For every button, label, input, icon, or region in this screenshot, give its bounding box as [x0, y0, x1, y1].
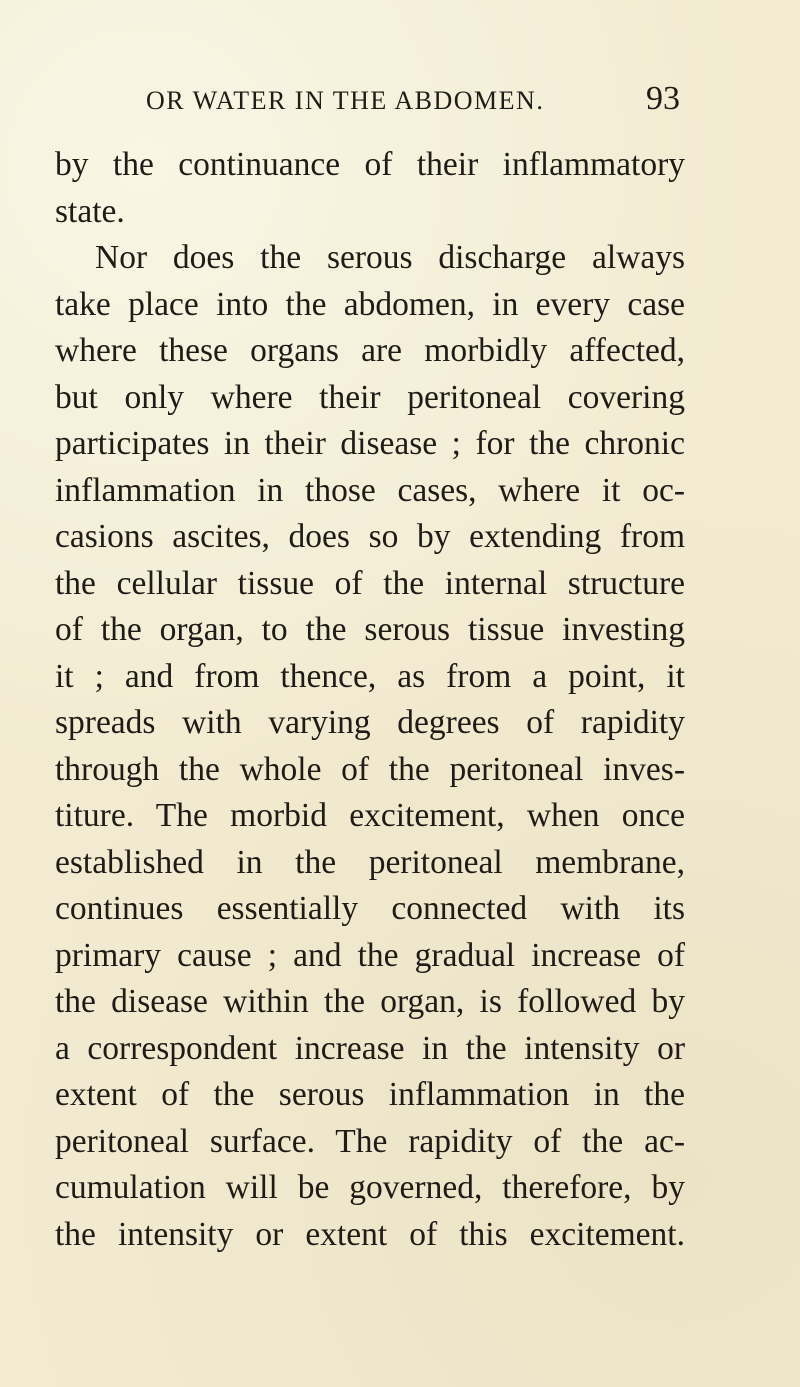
text-line: extent of the serous inflammation in the: [55, 1076, 685, 1113]
text-line: a correspondent increase in the intensity or: [55, 1029, 685, 1067]
text-line: casions ascites, does so by extending from: [55, 518, 685, 555]
text-line: take place into the abdomen, in every case: [55, 285, 685, 323]
page-header: [146, 80, 680, 126]
text-line: the cellular tissue of the internal structure: [55, 564, 685, 602]
text-line: state.: [55, 192, 125, 230]
page-number: 93: [646, 80, 680, 117]
text-line: peritoneal surface. The rapidity of the ac-: [55, 1122, 685, 1160]
body-text: [55, 142, 685, 1258]
text-line: it ; and from thence, as from a point, it: [55, 657, 685, 695]
text-line: continues essentially connected with its: [55, 890, 685, 927]
text-line: cumulation will be governed, therefore, by: [55, 1169, 685, 1206]
text-line: the intensity or extent of this excitement.: [55, 1215, 685, 1253]
text-line: spreads with varying degrees of rapidity: [55, 704, 685, 741]
text-line: where these organs are morbidly affected,: [55, 332, 685, 369]
text-line: participates in their disease ; for the chronic: [55, 425, 685, 462]
text-line: but only where their peritoneal covering: [55, 378, 685, 416]
text-line: the disease within the organ, is followed by: [55, 983, 685, 1020]
text-line: through the whole of the peritoneal inves-: [55, 750, 685, 788]
text-line: of the organ, to the serous tissue investing: [55, 611, 685, 648]
text-line: by the continuance of their inflammatory: [55, 146, 685, 183]
text-line: Nor does the serous discharge always: [95, 239, 685, 276]
text-line: inflammation in those cases, where it oc-: [55, 471, 685, 509]
text-line: primary cause ; and the gradual increase of: [55, 936, 685, 974]
text-line: established in the peritoneal membrane,: [55, 843, 685, 881]
text-line: titure. The morbid excitement, when once: [55, 797, 685, 834]
running-head: OR WATER IN THE ABDOMEN.: [146, 86, 545, 115]
